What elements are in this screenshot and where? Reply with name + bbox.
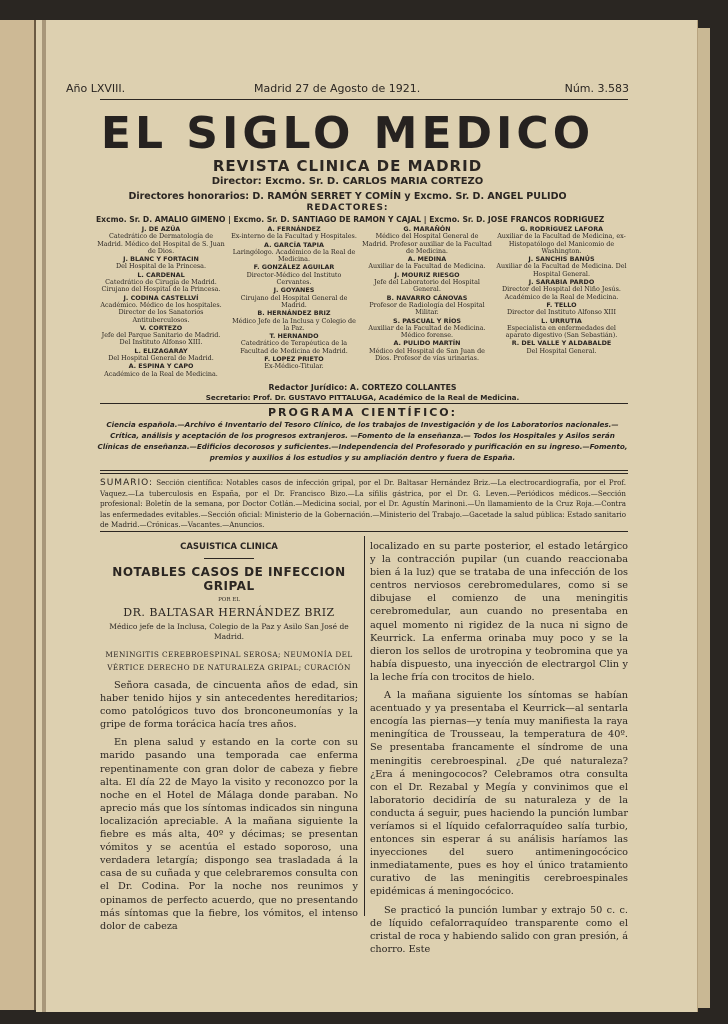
- article-right-column: [370, 540, 628, 956]
- editor-name: J. MOURIZ RIESGO: [394, 270, 460, 279]
- editor-name: L. URRUTIA: [541, 316, 582, 325]
- editor-name: J. GOYANES: [273, 286, 315, 295]
- programa-title: PROGRAMA CIENTÍFICO:: [267, 406, 458, 419]
- editor-entry: [229, 264, 359, 286]
- year-label: Año LXVIII.: [66, 82, 126, 95]
- editor-desc: Académico. Médico de los hospitales. Director de los Sanatorios Antituberculosos.: [100, 300, 222, 324]
- editor-entry: [362, 340, 492, 362]
- editor-entry: [362, 295, 492, 317]
- editor-desc: Profesor de Radiología del Hospital Militar.: [369, 300, 485, 317]
- place-date: Madrid 27 de Agosto de 1921.: [254, 82, 421, 95]
- editor-name: B. HERNÁNDEZ BRIZ: [257, 309, 331, 318]
- article-title: NOTABLES CASOS DE INFECCION GRIPAL: [112, 565, 346, 593]
- honorary-directors: Directores honorarios: D. RAMÓN SERRET Y COMÍN y Excmo. Sr. D. ANGEL PULIDO: [128, 191, 567, 202]
- editors-col-4: [495, 226, 628, 356]
- sumario-label: SUMARIO:: [100, 478, 154, 488]
- editor-entry: [229, 287, 359, 309]
- rule-above-sumario: [100, 470, 628, 471]
- editors-col-3: [362, 226, 492, 363]
- editor-desc: Del Hospital General.: [526, 346, 597, 355]
- chief-editors: Excmo. Sr. D. AMALIO GIMENO | Excmo. Sr. D. SANTIAGO DE RAMON Y CAJAL | Excmo. Sr. D. JOSE FRANCOS RODRIGUEZ: [96, 215, 605, 224]
- by-line: POR EL: [218, 597, 240, 603]
- facing-page-edge: [0, 20, 36, 1010]
- editor-desc: Auxiliar de la Facultad de Medicina. Médico forense.: [368, 323, 486, 340]
- redactores-heading: REDACTORES:: [306, 203, 389, 213]
- editor-name: J. DE AZÚA: [141, 225, 181, 233]
- editor-desc: Ex-Médico-Titular.: [264, 362, 324, 371]
- editor-entry: [362, 226, 492, 255]
- editor-entry: [495, 340, 628, 355]
- editor-name: L. CARDENAL: [137, 270, 185, 279]
- case-title: MENINGITIS CEREBROESPINAL SEROSA; NEUMONÍA DEL VÉRTICE DERECHO DE NATURALEZA GRIPAL; CURACIÓN: [105, 650, 353, 672]
- left-body: [100, 679, 358, 933]
- rule-above-article: [100, 531, 628, 532]
- editor-name: A. ESPINA Y CAPO: [128, 362, 194, 371]
- paragraph: En plena salud y estando en la corte con su marido pasando una temporada cae enferma repentinamente con gran dolor de cabeza y fiebre alta. El día 22 de Mayo la visito y reconozco por la noche en el Hotel de Málaga donde paraban. No aprecio más que los síntomas indicados sin ninguna localización apreciable. A la mañana siguiente la fiebre es más alta, 40º y décimas; se presentan vómitos y se acentúa el estado soporoso, una verdadera letargía; dispongo sea trasladada á la casa de su cuñada y que celebraremos consulta con el Dr. Codina. Por la noche nos reunimos y opinamos de perfecto acuerdo, que no presentando más síntomas que la fiebre, los vómitos, el intenso dolor de cabeza: [100, 737, 358, 932]
- editor-name: B. NAVARRO CÁNOVAS: [386, 293, 468, 302]
- page-stack-edge: [698, 28, 710, 1008]
- top-rule: [100, 99, 628, 100]
- editor-desc: Laringólogo. Académico de la Real de Medicina.: [232, 247, 356, 264]
- editor-desc: Director del Instituto Alfonso XIII: [507, 308, 616, 317]
- editor-name: G. RODRÍGUEZ LAFORA: [519, 225, 604, 233]
- editor-desc: Médico del Hospital General de Madrid. Profesor auxiliar de la Facultad de Medicina.: [362, 232, 492, 255]
- editor-entry: [495, 226, 628, 255]
- editor-name: A. GARCÍA TAPIA: [264, 240, 324, 249]
- editor-entry: [495, 318, 628, 340]
- paragraph: Señora casada, de cincuenta años de edad, sin haber tenido hijos y sin antecedentes hereditarios; como patológicos tuvo dos bronconeumonías y la gripe de forma torácica hacía tres años.: [100, 680, 358, 731]
- editor-entry: [495, 279, 628, 301]
- editor-entry: [495, 302, 628, 317]
- editor-entry: [362, 318, 492, 340]
- editor-entry: [96, 363, 226, 378]
- secretary: Secretario: Prof. Dr. GUSTAVO PITTALUGA, Académico de la Real de Medicina.: [205, 393, 520, 402]
- editor-name: L. ELIZAGARAY: [134, 346, 188, 355]
- issue-line: [66, 82, 629, 96]
- section-label: CASUISTICA CLINICA: [180, 542, 278, 552]
- editor-desc: Director-Médico del Instituto Cervantes.: [246, 270, 342, 287]
- editor-name: J. SANCHIS BANÚS: [528, 255, 595, 264]
- programa-text: Ciencia española.—Archivo é Inventario del Tesoro Clínico, de los trabajos de Investigación y de los Laboratorios nacionales.—Crítica, análisis y aceptación de los progresos extranjeros. —Fomento de la enseñanza.— Todos los Hospitales y Asilos serán Clínicas de enseñanza.—Edificios decorosos y suficientes.—Independencia del Profesorado y purificación en su ingreso.—Fomento, premios y auxilios á los estudios y su ampliación dentro y fuera de España.: [97, 420, 628, 462]
- editor-name: A. MEDINA: [407, 255, 447, 264]
- editor-entry: [96, 295, 226, 324]
- editor-name: R. DEL VALLE Y ALDABALDE: [511, 339, 612, 348]
- paragraph: Se practicó la punción lumbar y extrajo 50 c. c. de líquido cefalorraquídeo transparente como el cristal de roca y habiendo salido con gran presión, á chorro. Este: [370, 904, 628, 955]
- binding-margin: [42, 20, 46, 1012]
- editor-desc: Del Hospital de la Princesa.: [115, 262, 207, 271]
- issue-number: Núm. 3.583: [564, 82, 629, 95]
- editor-desc: Catedrático de Terapéutica de la Facultad de Medicina de Madrid.: [240, 339, 348, 355]
- editor-name: F. LOPEZ PRIETO: [264, 355, 324, 364]
- editor-entry: [495, 256, 628, 278]
- rule-above-programa: [100, 403, 628, 404]
- editor-entry: [362, 272, 492, 294]
- editor-desc: Auxiliar de la Facultad de Medicina, ex-Histopatólogo del Manicomio de Washington.: [497, 232, 626, 255]
- editor-desc: Jefe del Laboratorio del Hospital General.: [374, 278, 480, 294]
- editor-name: S. PASCUAL Y RÍOS: [392, 316, 461, 325]
- editor-entry: [229, 310, 359, 332]
- editor-entry: [229, 226, 359, 241]
- editor-desc: Médico Jefe de la Inclusa y Colegio de la Paz.: [232, 316, 356, 332]
- short-rule: [204, 558, 254, 559]
- editor-desc: Ex-interno de la Facultad y Hospitales.: [231, 232, 357, 241]
- editor-desc: Jefe del Parque Sanitario de Madrid. Del Instituto Alfonso XIII.: [101, 331, 221, 347]
- article-left-column: [100, 540, 358, 933]
- editor-desc: Cirujano del Hospital General de Madrid.: [240, 293, 348, 309]
- editor-entry: [96, 325, 226, 347]
- editor-name: T. HERNANDO: [269, 332, 319, 341]
- editor-entry: [96, 256, 226, 271]
- column-divider: [364, 536, 365, 916]
- editor-entry: [96, 226, 226, 255]
- editor-name: V. CORTEZO: [139, 323, 183, 332]
- editors-col-1: [96, 226, 226, 379]
- editor-name: A. PULIDO MARTÍN: [393, 339, 461, 348]
- double-rule: [100, 473, 628, 474]
- editors-col-2: [229, 226, 359, 372]
- sumario-text: Sección científica: Notables casos de infección gripal, por el Dr. Baltasar Hernández Briz.—La electrocardiografía, por el Prof. Vaquez.—La tuberculosis en España, por el Dr. Francisco Bizo.—La sífilis gástrica, por el Dr. G. Leven.—Periódicos médicos.—Sección profesional: Boletín de la semana, por Doctor Cotlán.—Medicina social, por el Dr. Agustín Marinoni.—Un llamamiento de la Cruz Roja.—Contra las enfermedades evitables.—Sección oficial: Ministerio de la Gobernación.—Ministerio del Trabajo.—Gacetade la salud pública: Estado sanitario de Madrid.—Crónicas.—Vacantes.—Anuncios.: [100, 478, 626, 530]
- editor-desc: Catedrático de Cirugía de Madrid. Cirujano del Hospital de la Princesa.: [101, 278, 221, 294]
- paragraph: A la mañana siguiente los síntomas se habían acentuado y ya presentaba el Keurrick—al sentarla encogía las piernas—y tenía muy manifiesta la raya meningítica de Trousseau, la temperatura de 40º. Se presentaba francamente el síndrome de una meningitis cerebroespinal. ¿De qué naturaleza? ¿Era á meningococos? Celebramos otra consulta con el Dr. Rezabal y Megía y convinimos que el laboratorio decidiría de su naturaleza y de la conducta á seguir, pues haciendo la punción lumbar veríamos si el líquido cefalorraquídeo salía turbio, entonces sin esperar á su análisis haríamos las inyecciones del suero antimeningocócico inmediatamente, pues es hoy el único tratamiento curativo de las meningitis cerebroespinales epidémicas á meningocócico.: [370, 690, 628, 898]
- editor-desc: Especialista en enfermedades del aparato digestivo (San Sebastián).: [505, 323, 618, 340]
- editor-entry: [229, 356, 359, 371]
- editor-desc: Del Hospital General de Madrid.: [108, 354, 214, 363]
- editor-name: J. BLANC Y FORTACIN: [123, 255, 199, 264]
- editor-desc: Catedrático de Dermatología de Madrid. Médico del Hospital de S. Juan de Dios.: [97, 232, 225, 255]
- paragraph: localizado en su parte posterior, el estado letárgico y la contracción pupilar (un cuando reaccionaba bien á la luz) que se trataba de una infección de los centros nerviosos cerebromedulares, como si se dibujase el comienzo de una meningitis cerebromedular, aun cuando no presentaba en aquel momento ni rigidez de la nuca ni signo de Keurrick. La enferma orinaba muy poco y se la dieron los sellos de urotropina y teobromina que ya había dispuesto, una inyección de electrargol Clin y la leche fría con trocitos de hielo.: [370, 541, 628, 683]
- editor-name: F. TELLO: [546, 300, 577, 309]
- editor-name: F. GONZÁLEZ AGUILAR: [253, 263, 335, 272]
- legal-editor: Redactor Jurídico: A. CORTEZO COLLANTES: [268, 383, 457, 392]
- editor-entry: [96, 348, 226, 363]
- author-affiliation: Médico jefe de la Inclusa, Colegio de la Paz y Asilo San José de Madrid.: [109, 622, 349, 641]
- editor-entry: [229, 242, 359, 264]
- editor-desc: Auxiliar de la Facultad de Medicina.: [368, 262, 486, 271]
- editor-name: A. FERNÁNDEZ: [267, 225, 321, 233]
- author-name: DR. BALTASAR HERNÁNDEZ BRIZ: [123, 606, 335, 619]
- editor-entry: [362, 256, 492, 271]
- editor-desc: Académico de la Real de Medicina.: [104, 369, 218, 378]
- editor-name: G. MARAÑÓN: [403, 225, 451, 233]
- editor-desc: Director del Hospital del Niño Jesús. Académico de la Real de Medicina.: [502, 285, 621, 301]
- editor-desc: Médico del Hospital de San Juan de Dios. Profesor de vías urinarias.: [369, 346, 485, 363]
- director-line: Director: Excmo. Sr. D. CARLOS MARIA CORTEZO: [211, 176, 484, 187]
- editor-name: J. CODINA CASTELLVÍ: [123, 293, 199, 302]
- sumario: [100, 478, 626, 531]
- editor-desc: Auxiliar de la Facultad de Medicina. Del Hospital General.: [496, 262, 627, 278]
- masthead-subtitle: REVISTA CLINICA DE MADRID: [212, 157, 483, 175]
- masthead-title: EL SIGLO MEDICO: [100, 108, 595, 159]
- editor-entry: [229, 333, 359, 355]
- editor-name: J. SARABIA PARDO: [528, 278, 595, 287]
- editor-entry: [96, 272, 226, 294]
